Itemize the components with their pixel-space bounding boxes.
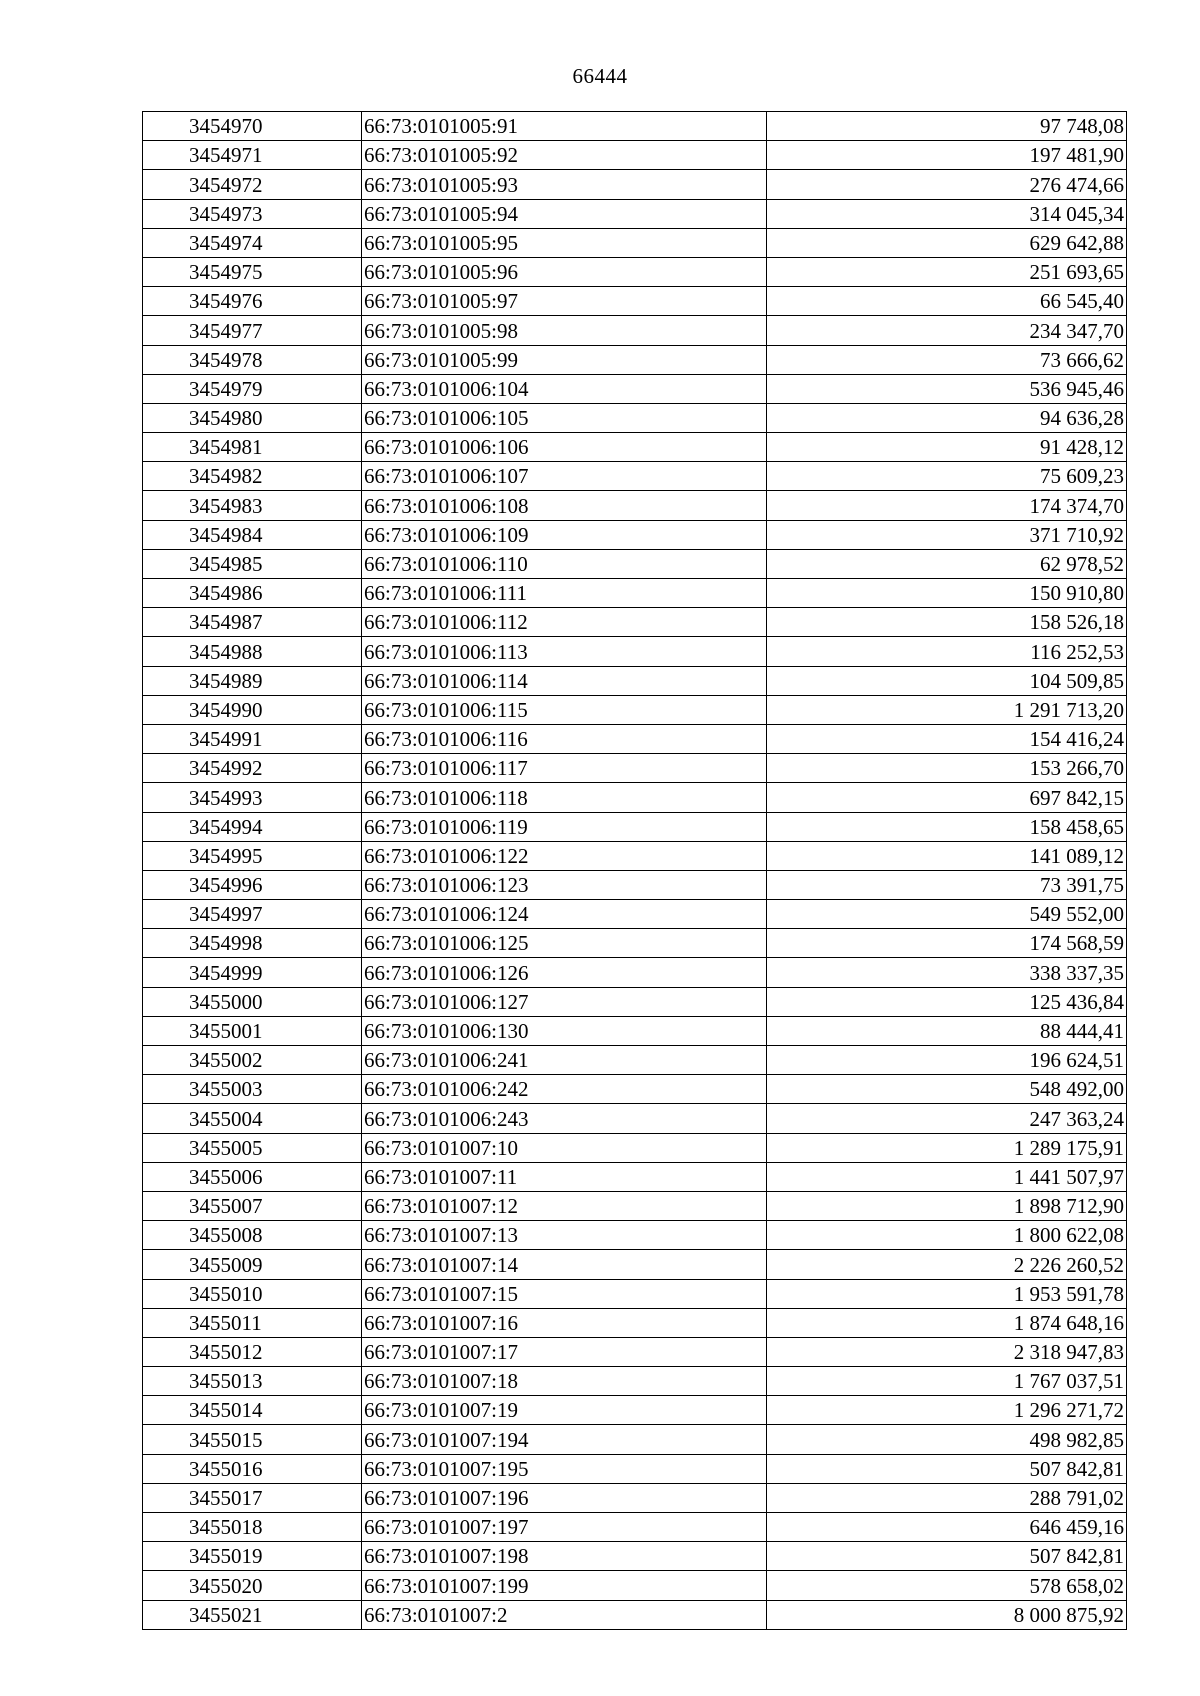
cadastral-number-cell: 66:73:0101005:93	[362, 170, 767, 199]
cadastral-value-cell: 73 391,75	[767, 870, 1127, 899]
table-row	[143, 1454, 1127, 1483]
cadastral-value-cell: 536 945,46	[767, 374, 1127, 403]
cadastral-number-cell: 66:73:0101005:99	[362, 345, 767, 374]
cadastral-value-cell: 73 666,62	[767, 345, 1127, 374]
table-row	[143, 783, 1127, 812]
record-number-cell: 3454995	[143, 841, 362, 870]
cadastral-value-cell: 75 609,23	[767, 462, 1127, 491]
cadastral-value-cell: 2 226 260,52	[767, 1250, 1127, 1279]
cadastral-value-cell: 1 289 175,91	[767, 1133, 1127, 1162]
cadastral-number-cell: 66:73:0101007:196	[362, 1483, 767, 1512]
cadastral-value-table	[142, 111, 1127, 1630]
cadastral-number-cell: 66:73:0101005:98	[362, 316, 767, 345]
table-row	[143, 1571, 1127, 1600]
cadastral-value-cell: 1 291 713,20	[767, 695, 1127, 724]
record-number-cell: 3454997	[143, 900, 362, 929]
table-row	[143, 1279, 1127, 1308]
cadastral-value-cell: 1 953 591,78	[767, 1279, 1127, 1308]
table-row	[143, 316, 1127, 345]
cadastral-number-cell: 66:73:0101006:126	[362, 958, 767, 987]
cadastral-number-cell: 66:73:0101007:197	[362, 1513, 767, 1542]
cadastral-number-cell: 66:73:0101006:119	[362, 812, 767, 841]
table-row	[143, 666, 1127, 695]
record-number-cell: 3455013	[143, 1367, 362, 1396]
table-row	[143, 900, 1127, 929]
cadastral-number-cell: 66:73:0101007:14	[362, 1250, 767, 1279]
cadastral-number-cell: 66:73:0101007:16	[362, 1308, 767, 1337]
cadastral-value-cell: 549 552,00	[767, 900, 1127, 929]
table-row	[143, 1075, 1127, 1104]
table-row	[143, 141, 1127, 170]
record-number-cell: 3454970	[143, 112, 362, 141]
cadastral-value-cell: 247 363,24	[767, 1104, 1127, 1133]
record-number-cell: 3455005	[143, 1133, 362, 1162]
record-number-cell: 3455012	[143, 1337, 362, 1366]
cadastral-value-cell: 116 252,53	[767, 637, 1127, 666]
table-row	[143, 1483, 1127, 1512]
cadastral-value-cell: 174 374,70	[767, 491, 1127, 520]
table-row	[143, 520, 1127, 549]
cadastral-number-cell: 66:73:0101005:94	[362, 199, 767, 228]
record-number-cell: 3454975	[143, 257, 362, 286]
table-row	[143, 841, 1127, 870]
record-number-cell: 3455014	[143, 1396, 362, 1425]
cadastral-value-cell: 91 428,12	[767, 433, 1127, 462]
record-number-cell: 3454986	[143, 579, 362, 608]
cadastral-value-cell: 498 982,85	[767, 1425, 1127, 1454]
cadastral-value-cell: 8 000 875,92	[767, 1600, 1127, 1629]
cadastral-number-cell: 66:73:0101006:109	[362, 520, 767, 549]
record-number-cell: 3454996	[143, 870, 362, 899]
cadastral-number-cell: 66:73:0101005:95	[362, 228, 767, 257]
record-number-cell: 3455017	[143, 1483, 362, 1512]
cadastral-value-cell: 154 416,24	[767, 724, 1127, 753]
cadastral-value-cell: 62 978,52	[767, 549, 1127, 578]
table-row	[143, 199, 1127, 228]
cadastral-number-cell: 66:73:0101006:107	[362, 462, 767, 491]
record-number-cell: 3455000	[143, 987, 362, 1016]
cadastral-value-cell: 196 624,51	[767, 1046, 1127, 1075]
cadastral-number-cell: 66:73:0101007:15	[362, 1279, 767, 1308]
record-number-cell: 3454974	[143, 228, 362, 257]
cadastral-value-cell: 150 910,80	[767, 579, 1127, 608]
cadastral-value-cell: 507 842,81	[767, 1454, 1127, 1483]
table-row	[143, 1513, 1127, 1542]
table-row	[143, 228, 1127, 257]
cadastral-number-cell: 66:73:0101007:198	[362, 1542, 767, 1571]
cadastral-number-cell: 66:73:0101007:11	[362, 1162, 767, 1191]
table-row	[143, 929, 1127, 958]
record-number-cell: 3455003	[143, 1075, 362, 1104]
table-row	[143, 374, 1127, 403]
cadastral-value-cell: 288 791,02	[767, 1483, 1127, 1512]
cadastral-value-cell: 174 568,59	[767, 929, 1127, 958]
cadastral-value-cell: 97 748,08	[767, 112, 1127, 141]
table-row	[143, 1104, 1127, 1133]
cadastral-number-cell: 66:73:0101006:108	[362, 491, 767, 520]
record-number-cell: 3454980	[143, 403, 362, 432]
record-number-cell: 3454983	[143, 491, 362, 520]
cadastral-value-cell: 1 767 037,51	[767, 1367, 1127, 1396]
cadastral-number-cell: 66:73:0101006:106	[362, 433, 767, 462]
table-row	[143, 1191, 1127, 1220]
table-row	[143, 1600, 1127, 1629]
table-row	[143, 491, 1127, 520]
cadastral-value-cell: 314 045,34	[767, 199, 1127, 228]
cadastral-number-cell: 66:73:0101006:113	[362, 637, 767, 666]
record-number-cell: 3454993	[143, 783, 362, 812]
table-row	[143, 1396, 1127, 1425]
cadastral-value-cell: 2 318 947,83	[767, 1337, 1127, 1366]
cadastral-value-cell: 1 296 271,72	[767, 1396, 1127, 1425]
table-row	[143, 403, 1127, 432]
cadastral-value-cell: 276 474,66	[767, 170, 1127, 199]
record-number-cell: 3454987	[143, 608, 362, 637]
cadastral-number-cell: 66:73:0101006:104	[362, 374, 767, 403]
record-number-cell: 3455016	[143, 1454, 362, 1483]
cadastral-number-cell: 66:73:0101006:122	[362, 841, 767, 870]
cadastral-number-cell: 66:73:0101007:18	[362, 1367, 767, 1396]
table-row	[143, 170, 1127, 199]
table-row	[143, 754, 1127, 783]
cadastral-number-cell: 66:73:0101005:91	[362, 112, 767, 141]
cadastral-number-cell: 66:73:0101006:242	[362, 1075, 767, 1104]
cadastral-number-cell: 66:73:0101006:105	[362, 403, 767, 432]
cadastral-number-cell: 66:73:0101007:2	[362, 1600, 767, 1629]
cadastral-value-cell: 1 800 622,08	[767, 1221, 1127, 1250]
cadastral-value-cell: 371 710,92	[767, 520, 1127, 549]
table-row	[143, 1425, 1127, 1454]
cadastral-number-cell: 66:73:0101006:112	[362, 608, 767, 637]
table-row	[143, 345, 1127, 374]
cadastral-value-cell: 104 509,85	[767, 666, 1127, 695]
record-number-cell: 3455011	[143, 1308, 362, 1337]
cadastral-value-cell: 197 481,90	[767, 141, 1127, 170]
record-number-cell: 3455010	[143, 1279, 362, 1308]
cadastral-value-cell: 578 658,02	[767, 1571, 1127, 1600]
cadastral-value-cell: 1 441 507,97	[767, 1162, 1127, 1191]
table-row	[143, 637, 1127, 666]
cadastral-number-cell: 66:73:0101006:130	[362, 1016, 767, 1045]
table-row	[143, 433, 1127, 462]
record-number-cell: 3454994	[143, 812, 362, 841]
cadastral-value-cell: 251 693,65	[767, 257, 1127, 286]
cadastral-number-cell: 66:73:0101007:199	[362, 1571, 767, 1600]
cadastral-value-cell: 158 458,65	[767, 812, 1127, 841]
cadastral-value-cell: 1 874 648,16	[767, 1308, 1127, 1337]
record-number-cell: 3455008	[143, 1221, 362, 1250]
cadastral-value-cell: 548 492,00	[767, 1075, 1127, 1104]
record-number-cell: 3454971	[143, 141, 362, 170]
cadastral-value-cell: 153 266,70	[767, 754, 1127, 783]
cadastral-number-cell: 66:73:0101007:13	[362, 1221, 767, 1250]
cadastral-number-cell: 66:73:0101007:12	[362, 1191, 767, 1220]
cadastral-number-cell: 66:73:0101005:92	[362, 141, 767, 170]
table-row	[143, 1542, 1127, 1571]
record-number-cell: 3454977	[143, 316, 362, 345]
table-row	[143, 579, 1127, 608]
record-number-cell: 3454991	[143, 724, 362, 753]
table-row	[143, 724, 1127, 753]
table-row	[143, 695, 1127, 724]
table-row	[143, 1162, 1127, 1191]
cadastral-value-cell: 507 842,81	[767, 1542, 1127, 1571]
cadastral-number-cell: 66:73:0101006:111	[362, 579, 767, 608]
table-row	[143, 462, 1127, 491]
record-number-cell: 3455001	[143, 1016, 362, 1045]
record-number-cell: 3455006	[143, 1162, 362, 1191]
cadastral-number-cell: 66:73:0101006:127	[362, 987, 767, 1016]
cadastral-number-cell: 66:73:0101006:118	[362, 783, 767, 812]
cadastral-number-cell: 66:73:0101006:115	[362, 695, 767, 724]
page-number: 66444	[572, 64, 628, 88]
cadastral-number-cell: 66:73:0101006:116	[362, 724, 767, 753]
record-number-cell: 3455007	[143, 1191, 362, 1220]
cadastral-value-cell: 94 636,28	[767, 403, 1127, 432]
table-row	[143, 257, 1127, 286]
table-row	[143, 1221, 1127, 1250]
cadastral-value-cell: 125 436,84	[767, 987, 1127, 1016]
record-number-cell: 3454973	[143, 199, 362, 228]
table-row	[143, 1016, 1127, 1045]
cadastral-number-cell: 66:73:0101007:10	[362, 1133, 767, 1162]
table-row	[143, 1046, 1127, 1075]
cadastral-number-cell: 66:73:0101007:19	[362, 1396, 767, 1425]
table-row	[143, 1367, 1127, 1396]
record-number-cell: 3454976	[143, 287, 362, 316]
table-row	[143, 1250, 1127, 1279]
table-row	[143, 1308, 1127, 1337]
cadastral-number-cell: 66:73:0101006:110	[362, 549, 767, 578]
cadastral-number-cell: 66:73:0101006:114	[362, 666, 767, 695]
table-row	[143, 987, 1127, 1016]
record-number-cell: 3454998	[143, 929, 362, 958]
record-number-cell: 3455019	[143, 1542, 362, 1571]
record-number-cell: 3454985	[143, 549, 362, 578]
cadastral-number-cell: 66:73:0101007:195	[362, 1454, 767, 1483]
cadastral-number-cell: 66:73:0101006:117	[362, 754, 767, 783]
record-number-cell: 3455015	[143, 1425, 362, 1454]
record-number-cell: 3455002	[143, 1046, 362, 1075]
record-number-cell: 3455021	[143, 1600, 362, 1629]
record-number-cell: 3455020	[143, 1571, 362, 1600]
cadastral-value-cell: 1 898 712,90	[767, 1191, 1127, 1220]
table-row	[143, 958, 1127, 987]
cadastral-value-cell: 66 545,40	[767, 287, 1127, 316]
table-body	[143, 112, 1127, 1630]
cadastral-number-cell: 66:73:0101006:123	[362, 870, 767, 899]
record-number-cell: 3454999	[143, 958, 362, 987]
record-number-cell: 3455004	[143, 1104, 362, 1133]
record-number-cell: 3455018	[143, 1513, 362, 1542]
table-row	[143, 870, 1127, 899]
record-number-cell: 3454988	[143, 637, 362, 666]
cadastral-number-cell: 66:73:0101005:96	[362, 257, 767, 286]
cadastral-number-cell: 66:73:0101006:125	[362, 929, 767, 958]
table-row	[143, 608, 1127, 637]
record-number-cell: 3454989	[143, 666, 362, 695]
table-row	[143, 549, 1127, 578]
record-number-cell: 3454978	[143, 345, 362, 374]
record-number-cell: 3454990	[143, 695, 362, 724]
cadastral-value-cell: 158 526,18	[767, 608, 1127, 637]
cadastral-value-cell: 141 089,12	[767, 841, 1127, 870]
cadastral-value-cell: 234 347,70	[767, 316, 1127, 345]
table-row	[143, 1133, 1127, 1162]
table-row	[143, 287, 1127, 316]
table-row	[143, 812, 1127, 841]
cadastral-number-cell: 66:73:0101006:241	[362, 1046, 767, 1075]
cadastral-value-cell: 697 842,15	[767, 783, 1127, 812]
record-number-cell: 3454981	[143, 433, 362, 462]
cadastral-number-cell: 66:73:0101007:17	[362, 1337, 767, 1366]
record-number-cell: 3454979	[143, 374, 362, 403]
cadastral-number-cell: 66:73:0101006:124	[362, 900, 767, 929]
record-number-cell: 3454982	[143, 462, 362, 491]
cadastral-value-cell: 629 642,88	[767, 228, 1127, 257]
record-number-cell: 3454992	[143, 754, 362, 783]
cadastral-number-cell: 66:73:0101007:194	[362, 1425, 767, 1454]
cadastral-value-cell: 646 459,16	[767, 1513, 1127, 1542]
record-number-cell: 3455009	[143, 1250, 362, 1279]
cadastral-value-cell: 338 337,35	[767, 958, 1127, 987]
record-number-cell: 3454972	[143, 170, 362, 199]
cadastral-number-cell: 66:73:0101006:243	[362, 1104, 767, 1133]
cadastral-number-cell: 66:73:0101005:97	[362, 287, 767, 316]
record-number-cell: 3454984	[143, 520, 362, 549]
table-row	[143, 112, 1127, 141]
table-row	[143, 1337, 1127, 1366]
cadastral-value-cell: 88 444,41	[767, 1016, 1127, 1045]
